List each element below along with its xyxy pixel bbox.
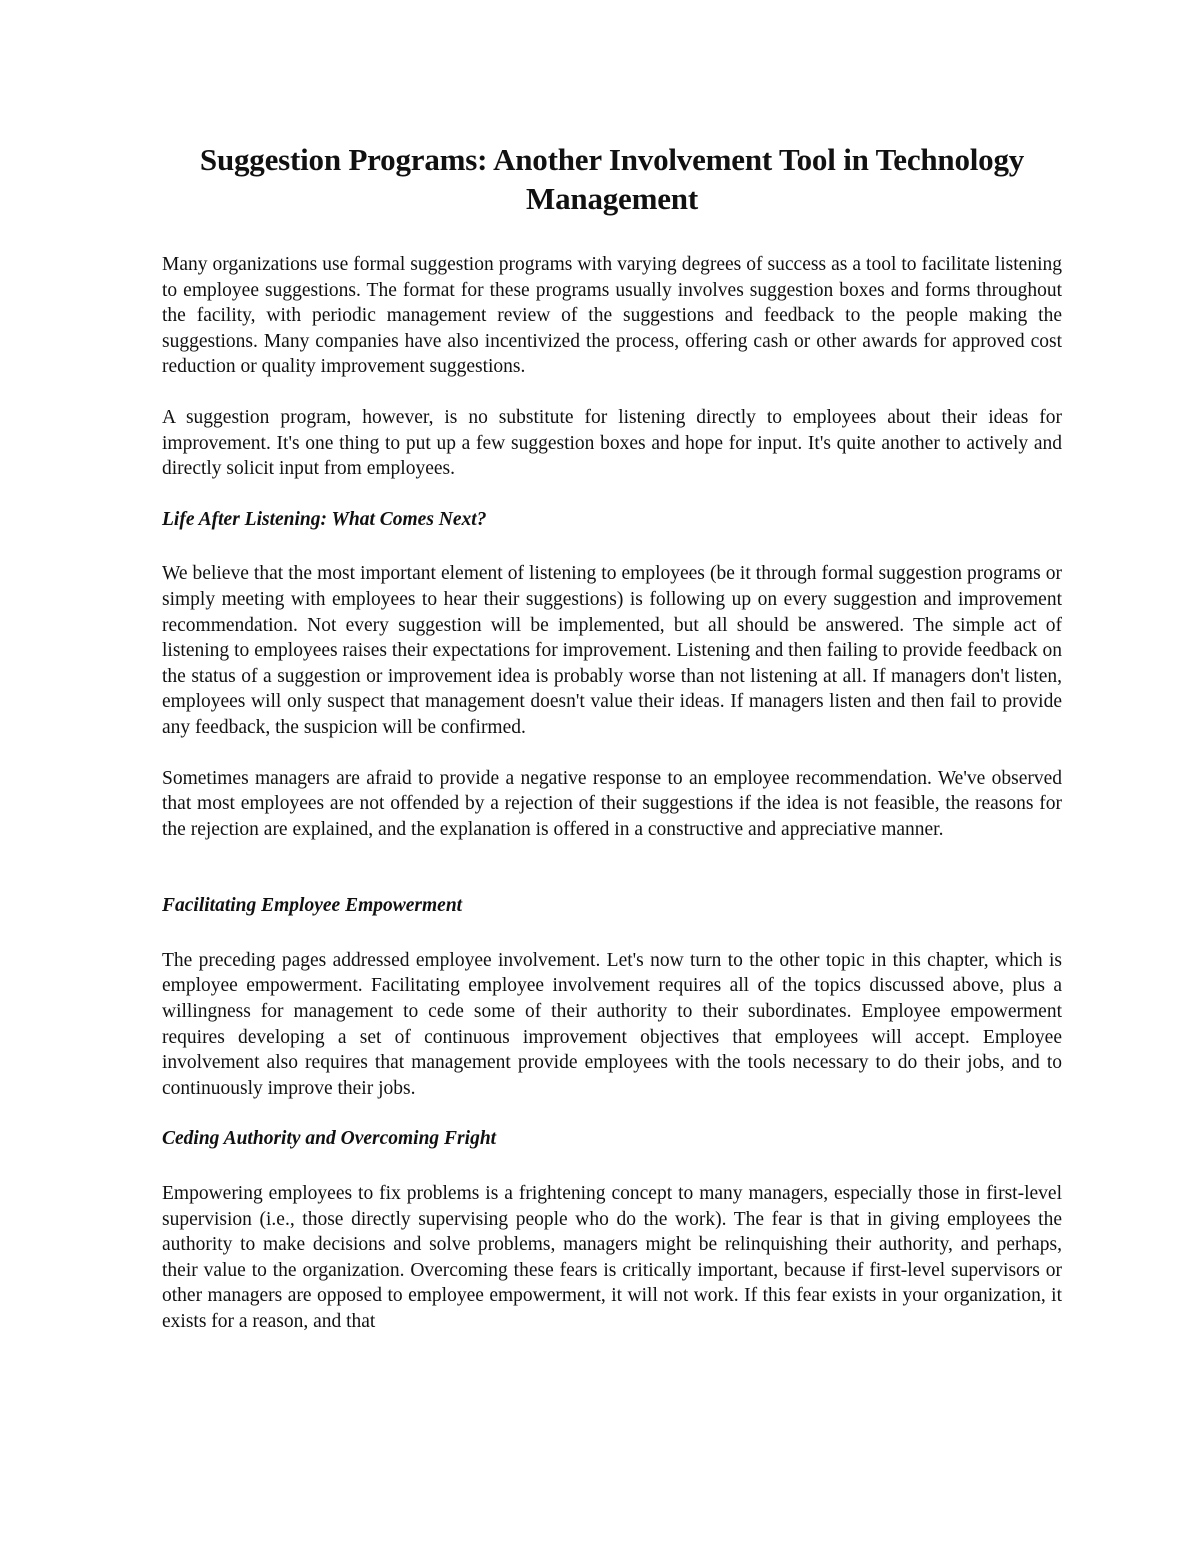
paragraph-suggestion-programs-intro: Many organizations use formal suggestion programs with varying degrees of success as a tool to facilitate listening to employee suggestions. The format for these programs usually involves suggestion boxes and forms throughout the facility, with periodic management review of the suggestions and feedback to the people making the suggestions. Many companies have also incentivized the process, offering cash or other awards for approved cost reduction or quality improvement suggestions. <box>162 254 1062 378</box>
paragraph-following-up: We believe that the most important element of listening to employees (be it through formal suggestion programs or simply meeting with employees to hear their suggestions) is following up on every suggestion and improvement recommendation. Not every suggestion will be implemented, but all should be answered. The simple act of listening to employees raises their expectations for improvement. Listening and then failing to provide feedback on the status of a suggestion or improvement idea is probably worse than not listening at all. If managers don't listen, employees will only suspect that management doesn't value their ideas. If managers listen and then fail to provide any feedback, the suspicion will be confirmed. <box>162 563 1062 738</box>
paragraph-spacer <box>162 482 1062 507</box>
paragraph-spacer <box>162 741 1062 766</box>
paragraph-spacer <box>162 842 1062 893</box>
section-heading-facilitating-empowerment: Facilitating Employee Empowerment <box>162 895 463 917</box>
paragraph-employee-empowerment: The preceding pages addressed employee involvement. Let's now turn to the other topic in this chapter, which is employee empowerment. Facilitating employee involvement requires all of the topics discussed above, plus a willingness for management to cede some of their authority to their subordinates. Employee empowerment requires developing a set of continuous improvement objectives that employees will accept. Employee involvement also requires that management provide employees with the tools necessary to do their jobs, and to continuously improve their jobs. <box>162 949 1062 1099</box>
paragraph-spacer <box>162 380 1062 405</box>
document-title: Suggestion Programs: Another Involvement Tool in Technology Management <box>199 142 1025 216</box>
paragraph-spacer <box>162 919 1062 948</box>
paragraph-no-substitute: A suggestion program, however, is no substitute for listening directly to employees about their ideas for improvement. It's one thing to put up a few suggestion boxes and hope for input. It's quite another to actively and directly solicit input from employees. <box>162 406 1062 480</box>
paragraph-empowering-fear: Empowering employees to fix problems is a frightening concept to many managers, especially those in first-level supervision (i.e., those directly supervising people who do the work). The fear is that in giving employees the authority to make decisions and solve problems, managers might be relinquishing their authority, and perhaps, their value to the organization. Overcoming these fears is critically important, because if first-level supervisors or other managers are opposed to employee empowerment, it will not work. If this fear exists in your organization, it exists for a reason, and that <box>162 1183 1062 1332</box>
paragraph-spacer <box>162 532 1062 561</box>
section-heading-ceding-authority: Ceding Authority and Overcoming Fright <box>162 1128 497 1150</box>
paragraph-spacer <box>162 1152 1062 1181</box>
document-page <box>162 140 1062 1335</box>
paragraph-spacer <box>162 1101 1062 1126</box>
paragraph-negative-response: Sometimes managers are afraid to provide a negative response to an employee recommendation. We've observed that most employees are not offended by a rejection of their suggestions if the idea is not feasible, the reasons for the rejection are explained, and the explanation is offered in a constructive and appreciative manner. <box>162 767 1062 840</box>
section-heading-life-after-listening: Life After Listening: What Comes Next? <box>162 508 487 530</box>
